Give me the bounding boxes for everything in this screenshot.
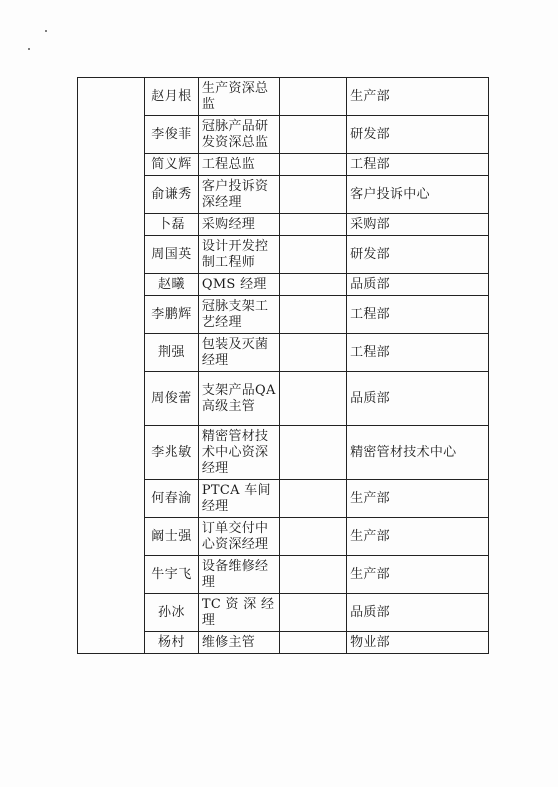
job-title: 精密管材技术中心资深经理 <box>198 426 279 480</box>
job-title: 冠脉产品研发资深总监 <box>198 116 279 154</box>
scan-speck <box>28 48 30 50</box>
empty-cell <box>279 426 346 480</box>
empty-cell <box>279 518 346 556</box>
person-name: 简义辉 <box>145 154 199 176</box>
empty-cell <box>279 116 346 154</box>
person-name: 赵月根 <box>145 78 199 116</box>
department: 物业部 <box>347 632 489 654</box>
empty-cell <box>279 372 346 426</box>
department: 生产部 <box>347 518 489 556</box>
staff-roster-table <box>77 77 489 654</box>
department: 生产部 <box>347 556 489 594</box>
empty-cell <box>279 480 346 518</box>
empty-cell <box>279 296 346 334</box>
department: 客户投诉中心 <box>347 176 489 214</box>
empty-cell <box>279 334 346 372</box>
job-title: 订单交付中心资深经理 <box>198 518 279 556</box>
job-title: 设计开发控制工程师 <box>198 236 279 274</box>
empty-cell <box>279 154 346 176</box>
empty-cell <box>279 236 346 274</box>
person-name: 周俊蕾 <box>145 372 199 426</box>
department: 生产部 <box>347 480 489 518</box>
job-title: 采购经理 <box>198 214 279 236</box>
merged-category-cell <box>78 78 145 654</box>
job-title: 生产资深总监 <box>198 78 279 116</box>
job-title: 包装及灭菌经理 <box>198 334 279 372</box>
roster-body <box>78 78 489 654</box>
department: 工程部 <box>347 334 489 372</box>
person-name: 孙冰 <box>145 594 199 632</box>
job-title: 设备维修经理 <box>198 556 279 594</box>
job-title: 客户投诉资深经理 <box>198 176 279 214</box>
person-name: 李俊菲 <box>145 116 199 154</box>
empty-cell <box>279 632 346 654</box>
person-name: 何春渝 <box>145 480 199 518</box>
empty-cell <box>279 176 346 214</box>
department: 研发部 <box>347 236 489 274</box>
empty-cell <box>279 78 346 116</box>
department: 品质部 <box>347 274 489 296</box>
job-title: 维修主管 <box>198 632 279 654</box>
person-name: 卜磊 <box>145 214 199 236</box>
job-title: 冠脉支架工艺经理 <box>198 296 279 334</box>
empty-cell <box>279 594 346 632</box>
department: 精密管材技术中心 <box>347 426 489 480</box>
person-name: 周国英 <box>145 236 199 274</box>
person-name: 杨村 <box>145 632 199 654</box>
table-row <box>78 78 489 116</box>
department: 工程部 <box>347 154 489 176</box>
job-title: 工程总监 <box>198 154 279 176</box>
department: 品质部 <box>347 372 489 426</box>
empty-cell <box>279 556 346 594</box>
person-name: 俞谦秀 <box>145 176 199 214</box>
empty-cell <box>279 214 346 236</box>
scan-speck <box>45 30 47 32</box>
department: 研发部 <box>347 116 489 154</box>
person-name: 荆强 <box>145 334 199 372</box>
job-title: QMS 经理 <box>198 274 279 296</box>
empty-cell <box>279 274 346 296</box>
person-name: 赵曦 <box>145 274 199 296</box>
job-title: TC 资 深 经理 <box>198 594 279 632</box>
department: 生产部 <box>347 78 489 116</box>
department: 采购部 <box>347 214 489 236</box>
department: 工程部 <box>347 296 489 334</box>
job-title: 支架产品QA 高级主管 <box>198 372 279 426</box>
person-name: 牛宇飞 <box>145 556 199 594</box>
person-name: 阚士强 <box>145 518 199 556</box>
department: 品质部 <box>347 594 489 632</box>
person-name: 李兆敏 <box>145 426 199 480</box>
job-title: PTCA 车间经理 <box>198 480 279 518</box>
person-name: 李鹏辉 <box>145 296 199 334</box>
